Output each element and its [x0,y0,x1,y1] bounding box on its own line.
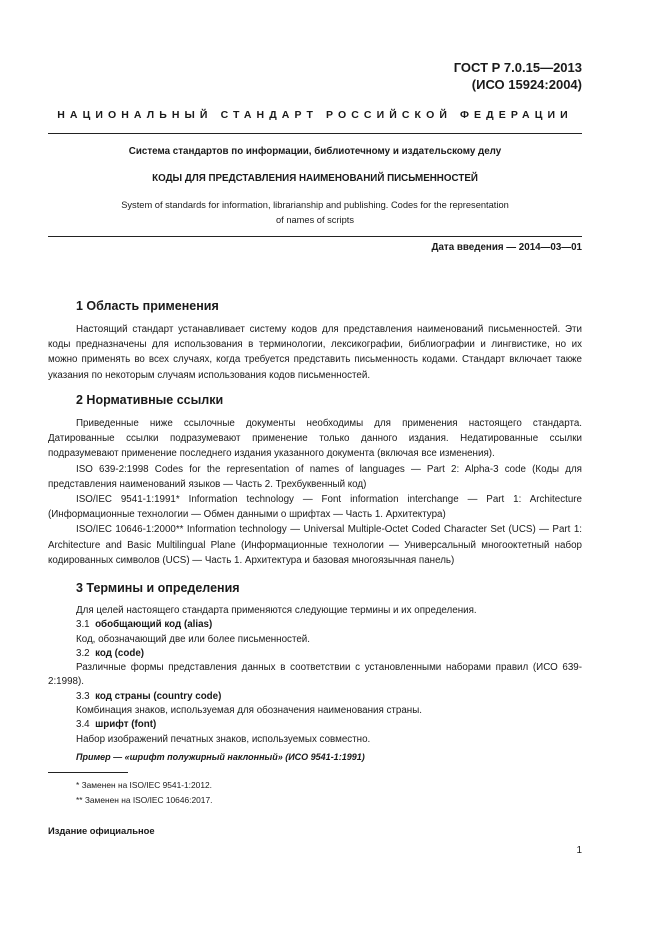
section3-intro: Для целей настоящего стандарта применяются следующие термины и их определения. [76,605,477,616]
title-en-line2: of names of scripts [275,215,355,225]
term-3-2: 3.2 код (code) [76,647,145,659]
section1-text: Настоящий стандарт устанавливает систему кодов для представления наименований письменностей. Эти коды предназначены для использования в терминологии, лексикографии, библиографии и лингвистике, но их можно применять во всех случаях, когда требуется представить письменность кодами. Стандарт включает также указания по некоторым случаям использования кодов письменностей. [48,324,582,381]
edition-label: Издание официальное [48,825,155,836]
term-3-3: 3.3 код страны (country code) [76,690,222,702]
introduction-date: Дата введения — 2014—03—01 [431,242,582,253]
section1-body [48,322,582,383]
top-divider [48,133,582,134]
footnote-divider [48,772,128,773]
title-en-line1: System of standards for information, librarianship and publishing. Codes for the representation [121,200,509,210]
footnote-1: * Заменен на ISO/IEC 9541-1:2012. [76,780,212,790]
section2-intro: Приведенные ниже ссылочные документы необходимы для применения настоящего стандарта. Датированные ссылки подразумевают применение только данного издания. Недатированные ссылки подразумевают применение последнего издания указанного документа (включая все изменения). [48,418,582,460]
gost-number: ГОСТ Р 7.0.15—2013 [453,60,582,75]
section1-heading: 1 Область применения [76,299,219,313]
reference-item: ISO/IEC 9541-1:1991* Information technology — Font information interchange — Part 1: Architecture (Информационные технологии — Обмен данными о шрифтах — Часть 1. Архитектура) [48,494,582,521]
system-title-ru: Система стандартов по информации, библиотечному и издательскому делу [128,146,502,157]
term-name: код (code) [95,647,145,659]
section2-body [48,416,582,568]
term-3-4: 3.4 шрифт (font) [76,719,157,731]
iso-number: (ИСО 15924:2004) [471,77,582,92]
title-divider [48,236,582,237]
section3-heading: 3 Термины и определения [76,581,240,595]
reference-item: ISO 639-2:1998 Codes for the representation of names of languages — Part 2: Alpha-3 code (Коды для представления наименований языков — Часть 2. Трехбуквенный код) [48,463,582,490]
term-example: Пример — «шрифт полужирный наклонный» (ИСО 9541-1:1991) [76,751,365,762]
reference-item: ISO/IEC 10646-1:2000** Information technology — Universal Multiple-Octet Coded Character Set (UCS) — Part 1: Architecture and Basic Multilingual Plane (Информационные технологии — Универсальный многооктетный набор кодированных символов (UCS) — Часть 1. Архитектура и базовая многоязычная панель) [48,524,582,566]
term-definition: Набор изображений печатных знаков, используемых совместно. [76,733,371,745]
standard-designation [430,59,582,93]
term-3-1: 3.1 обобщающий код (alias) [76,619,213,631]
section2-heading: 2 Нормативные ссылки [76,393,224,407]
term-name: шрифт (font) [95,719,157,731]
page-number: 1 [576,845,582,856]
term-definition: Код, обозначающий две или более письменностей. [76,633,310,645]
term-definition: Различные формы представления данных в соответствии с установленными наборами правил (ИСО 639-2:1998). [48,662,582,688]
term-name: код страны (country code) [95,690,222,702]
footnote-2: ** Заменен на ISO/IEC 10646:2017. [76,795,213,805]
term-definition: Комбинация знаков, используемая для обозначения наименования страны. [76,705,422,717]
national-standard-banner: НАЦИОНАЛЬНЫЙ СТАНДАРТ РОССИЙСКОЙ ФЕДЕРАЦИИ [57,109,573,121]
document-title-ru: КОДЫ ДЛЯ ПРЕДСТАВЛЕНИЯ НАИМЕНОВАНИЙ ПИСЬМЕННОСТЕЙ [152,173,478,184]
document-title-en [90,198,540,228]
term-name: обобщающий код (alias) [95,619,213,631]
section3-body [48,604,582,764]
